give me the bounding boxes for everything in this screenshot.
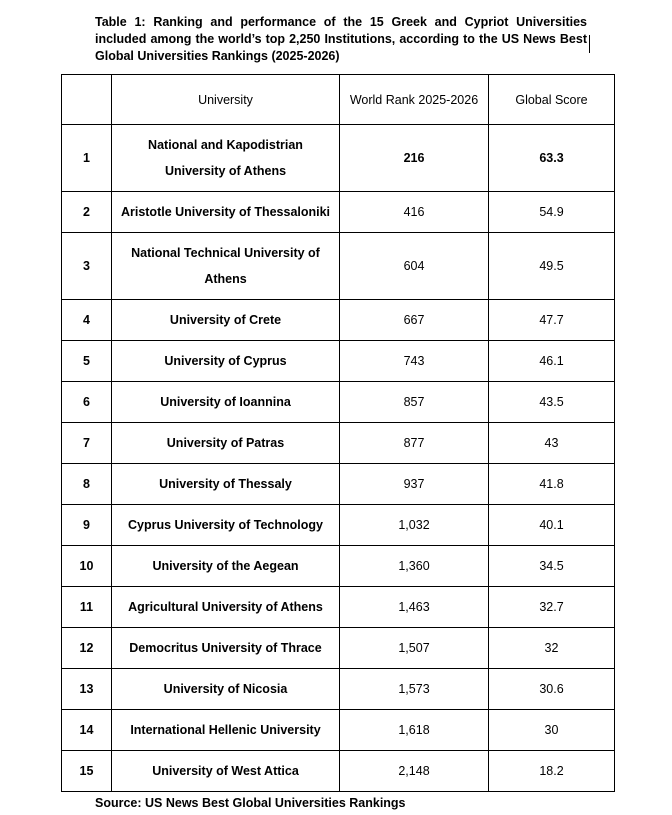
table-row (62, 505, 615, 546)
university-name: National Technical University of Athens (112, 233, 340, 300)
university-name: University of Crete (112, 300, 340, 341)
world-rank: 667 (340, 300, 489, 341)
row-number: 11 (62, 587, 112, 628)
university-name: University of Ioannina (112, 382, 340, 423)
global-score: 63.3 (489, 125, 615, 192)
university-name: University of West Attica (112, 751, 340, 792)
header-global-score: Global Score (489, 75, 615, 125)
world-rank: 2,148 (340, 751, 489, 792)
ranking-table (61, 74, 615, 792)
global-score: 30.6 (489, 669, 615, 710)
global-score: 30 (489, 710, 615, 751)
global-score: 40.1 (489, 505, 615, 546)
world-rank: 1,507 (340, 628, 489, 669)
university-name: University of Nicosia (112, 669, 340, 710)
row-number: 5 (62, 341, 112, 382)
global-score: 32.7 (489, 587, 615, 628)
world-rank: 877 (340, 423, 489, 464)
global-score: 43.5 (489, 382, 615, 423)
global-score: 54.9 (489, 192, 615, 233)
university-name: University of Cyprus (112, 341, 340, 382)
row-number: 8 (62, 464, 112, 505)
header-university: University (112, 75, 340, 125)
text-cursor (589, 35, 590, 53)
university-name: Democritus University of Thrace (112, 628, 340, 669)
university-name: Agricultural University of Athens (112, 587, 340, 628)
row-number: 13 (62, 669, 112, 710)
table-row (62, 669, 615, 710)
header-world-rank: World Rank 2025-2026 (340, 75, 489, 125)
table-row (62, 751, 615, 792)
global-score: 47.7 (489, 300, 615, 341)
table-caption: Table 1: Ranking and performance of the 15 Greek and Cypriot Universities included among the world’s top 2,250 Institutions, according to the US News Best Global Universities Rankings (2025-2026) (95, 15, 587, 63)
global-score: 46.1 (489, 341, 615, 382)
row-number: 10 (62, 546, 112, 587)
university-name: National and Kapodistrian University of Athens (112, 125, 340, 192)
university-name: University of Thessaly (112, 464, 340, 505)
world-rank: 1,573 (340, 669, 489, 710)
header-number (62, 75, 112, 125)
row-number: 9 (62, 505, 112, 546)
university-name: Cyprus University of Technology (112, 505, 340, 546)
world-rank: 857 (340, 382, 489, 423)
global-score: 34.5 (489, 546, 615, 587)
world-rank: 416 (340, 192, 489, 233)
table-row (62, 192, 615, 233)
university-name: University of the Aegean (112, 546, 340, 587)
row-number: 2 (62, 192, 112, 233)
table-row (62, 423, 615, 464)
source-note: Source: US News Best Global Universities Rankings (95, 796, 406, 810)
university-name: International Hellenic University (112, 710, 340, 751)
world-rank: 216 (340, 125, 489, 192)
world-rank: 1,618 (340, 710, 489, 751)
row-number: 4 (62, 300, 112, 341)
table-row (62, 710, 615, 751)
table-row (62, 300, 615, 341)
world-rank: 743 (340, 341, 489, 382)
global-score: 41.8 (489, 464, 615, 505)
university-name: Aristotle University of Thessaloniki (112, 192, 340, 233)
world-rank: 1,032 (340, 505, 489, 546)
row-number: 3 (62, 233, 112, 300)
table-row (62, 546, 615, 587)
table-row (62, 464, 615, 505)
row-number: 6 (62, 382, 112, 423)
world-rank: 1,360 (340, 546, 489, 587)
table-row (62, 587, 615, 628)
row-number: 12 (62, 628, 112, 669)
table-row (62, 233, 615, 300)
world-rank: 604 (340, 233, 489, 300)
table-row (62, 341, 615, 382)
table-row (62, 382, 615, 423)
row-number: 1 (62, 125, 112, 192)
global-score: 18.2 (489, 751, 615, 792)
global-score: 32 (489, 628, 615, 669)
global-score: 43 (489, 423, 615, 464)
world-rank: 937 (340, 464, 489, 505)
row-number: 14 (62, 710, 112, 751)
table-header-row (62, 75, 615, 125)
global-score: 49.5 (489, 233, 615, 300)
row-number: 7 (62, 423, 112, 464)
table-row (62, 628, 615, 669)
world-rank: 1,463 (340, 587, 489, 628)
table-row (62, 125, 615, 192)
university-name: University of Patras (112, 423, 340, 464)
row-number: 15 (62, 751, 112, 792)
